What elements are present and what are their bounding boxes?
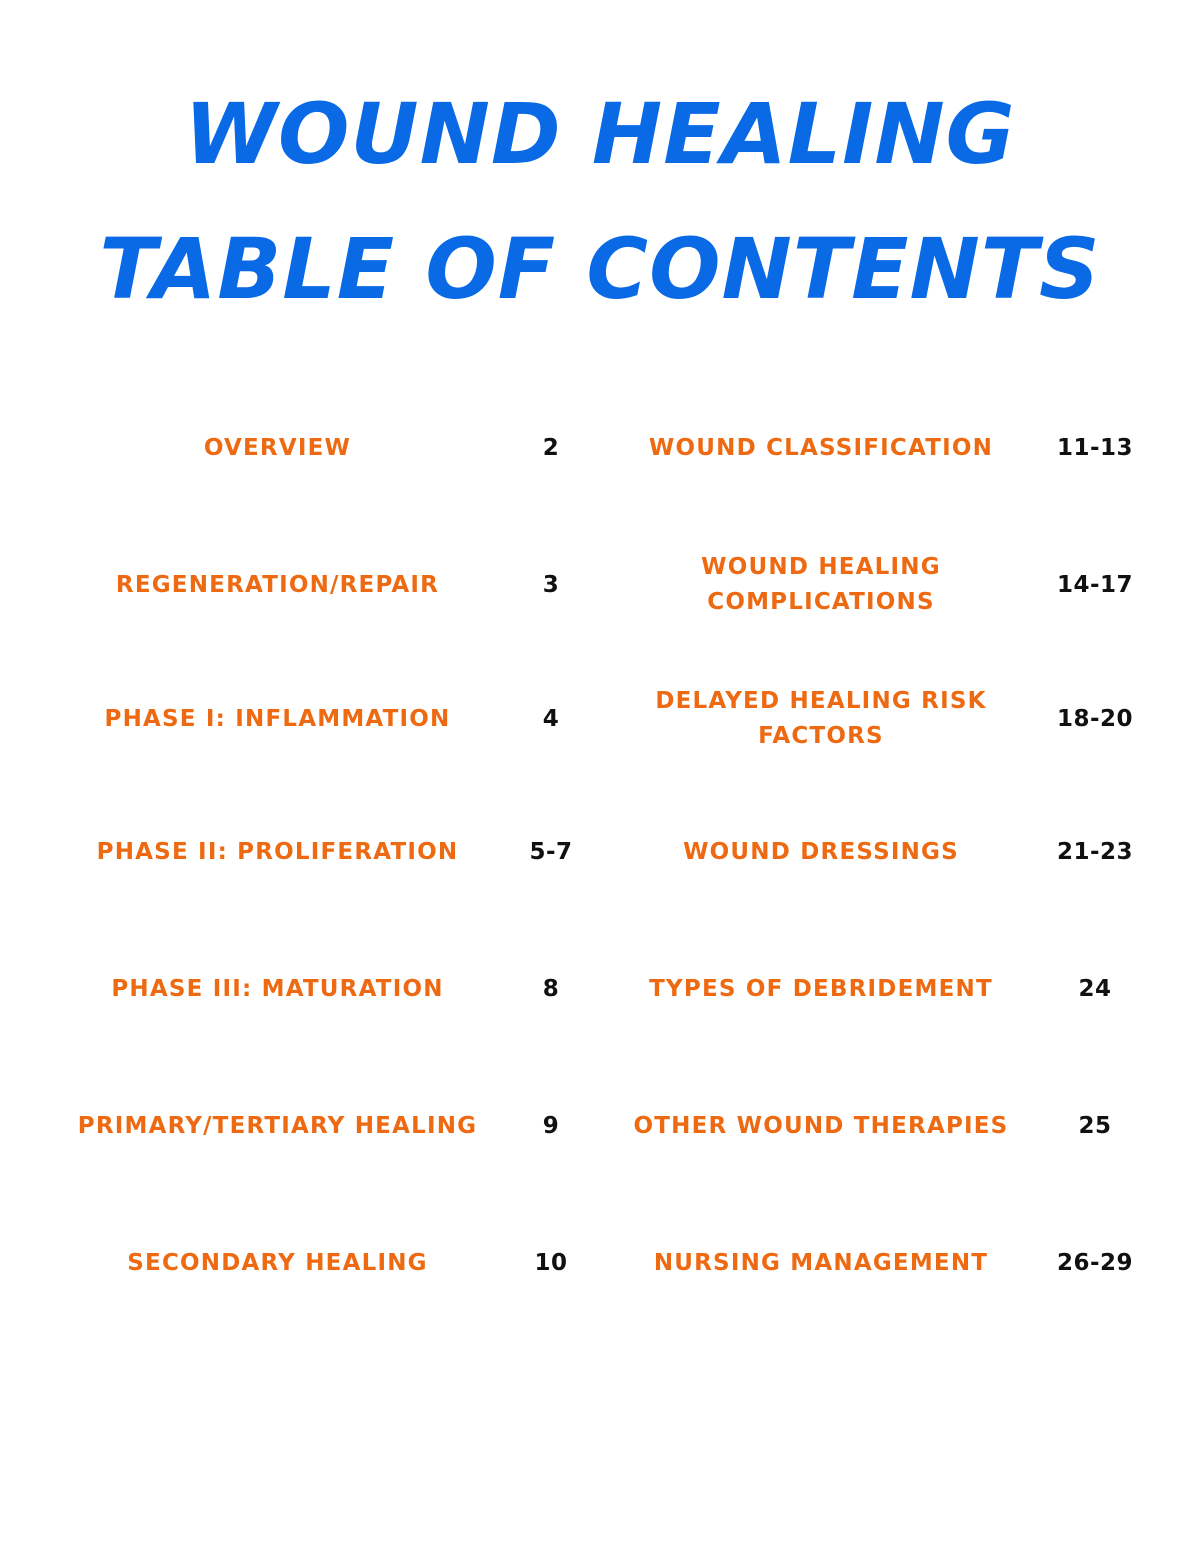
toc-entry-page: 3 (542, 572, 560, 598)
toc-entry-page: 9 (542, 1113, 560, 1139)
toc-row (0, 1086, 1200, 1166)
toc-entry-page: 2 (542, 435, 560, 461)
toc-entry-label: PHASE II: PROLIFERATION (96, 838, 459, 865)
toc-entry-label: OTHER WOUND THERAPIES (633, 1112, 1009, 1139)
toc-entry-page: 25 (1078, 1113, 1112, 1139)
toc-entry-label: DELAYED HEALING RISK FACTORS (655, 688, 987, 749)
toc-row (0, 1223, 1200, 1303)
toc-entry-page: 18-20 (1056, 706, 1134, 732)
toc-entry-label: REGENERATION/REPAIR (115, 571, 440, 598)
toc-entry-page: 8 (542, 976, 560, 1002)
toc-row (0, 812, 1200, 892)
toc-entry-label: NURSING MANAGEMENT (653, 1249, 989, 1276)
toc-entry-label: OVERVIEW (203, 434, 352, 461)
toc-row (0, 679, 1200, 759)
title-line-1: WOUND HEALING (184, 85, 1016, 183)
toc-entry-page: 4 (542, 706, 560, 732)
toc-entry-page: 21-23 (1056, 839, 1134, 865)
toc-entry-label: PHASE III: MATURATION (111, 975, 444, 1002)
toc-row (0, 408, 1200, 488)
toc-entry-page: 11-13 (1056, 435, 1134, 461)
toc-entry-label: TYPES OF DEBRIDEMENT (649, 975, 993, 1002)
toc-entry-page: 26-29 (1056, 1250, 1134, 1276)
toc-entry-page: 14-17 (1056, 572, 1134, 598)
toc-entry-label: WOUND CLASSIFICATION (648, 434, 994, 461)
toc-entry-page: 5-7 (529, 839, 573, 865)
toc-entry-label: WOUND DRESSINGS (683, 838, 959, 865)
title-line-2: TABLE OF CONTENTS (99, 220, 1101, 318)
toc-row (0, 545, 1200, 625)
toc-entry-label: PRIMARY/TERTIARY HEALING (77, 1112, 478, 1139)
toc-entry-label: WOUND HEALING COMPLICATIONS (701, 554, 941, 615)
toc-row (0, 949, 1200, 1029)
toc-entry-page: 24 (1078, 976, 1112, 1002)
toc-entry-label: PHASE I: INFLAMMATION (104, 705, 451, 732)
toc-entry-label: SECONDARY HEALING (127, 1249, 428, 1276)
toc-entry-page: 10 (534, 1250, 568, 1276)
